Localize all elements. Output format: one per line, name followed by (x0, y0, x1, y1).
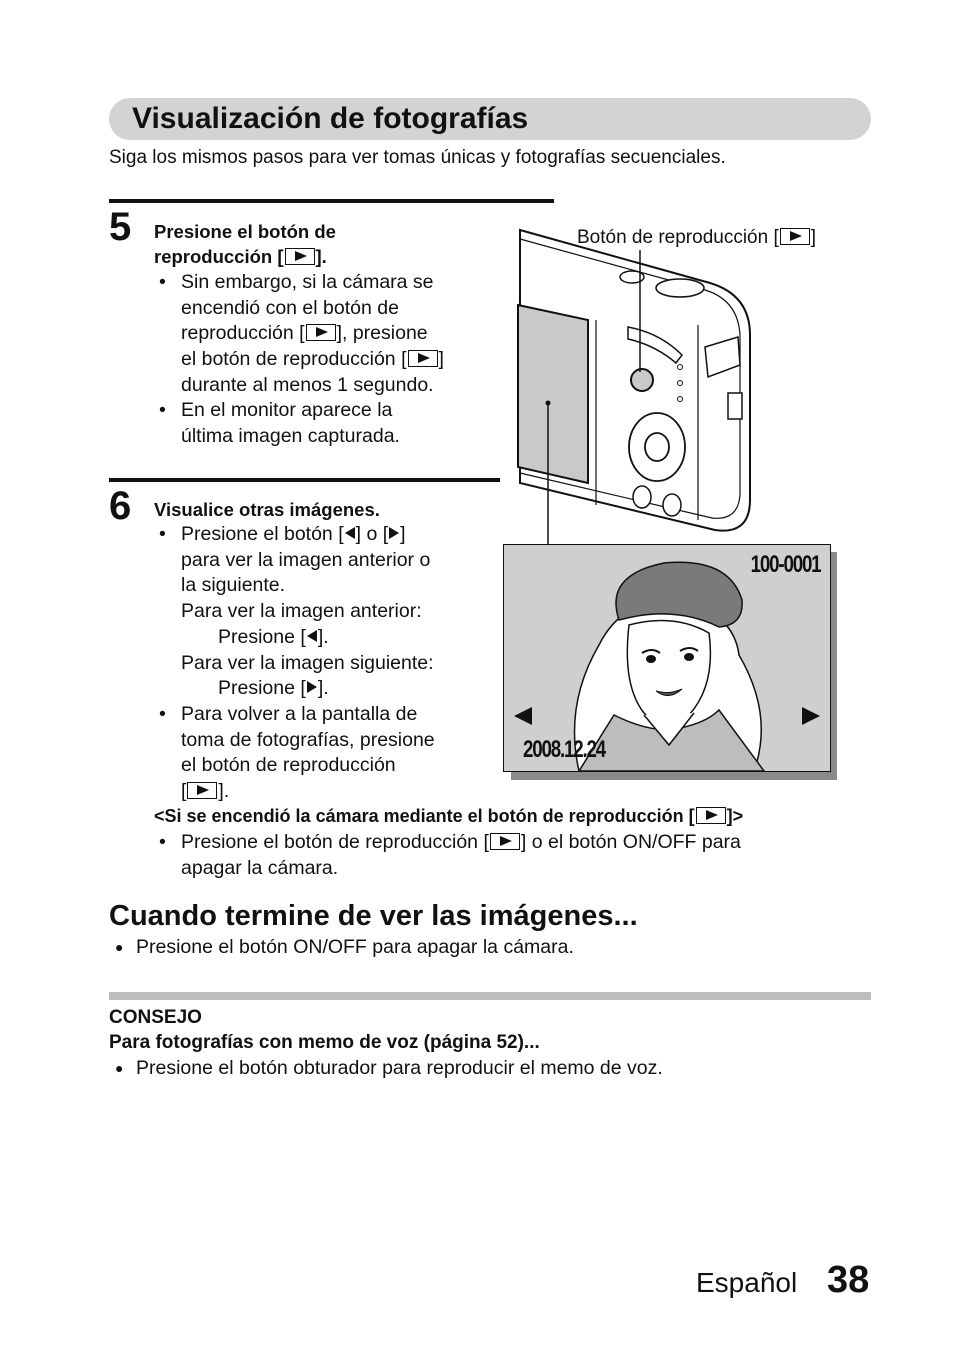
playback-icon (490, 833, 520, 850)
playback-icon (696, 807, 726, 824)
playback-icon (187, 782, 217, 799)
left-arrow-icon (345, 527, 355, 539)
next-arrow-icon (802, 707, 820, 725)
playback-icon (408, 350, 438, 367)
file-number: 100-0001 (750, 551, 820, 578)
step6-bullet3-text: Presione el botón de reproducción [ ] o el botón ON/OFF para apagar la cámara. (181, 831, 741, 879)
playback-screen (503, 544, 831, 772)
tip-label: CONSEJO (109, 1007, 202, 1028)
step6-rule (109, 478, 500, 482)
capture-date: 2008.12.24 (523, 736, 605, 763)
step6-bullet1-text: Presione el botón [ ] o [ ] para ver la imagen anterior o la siguiente. Para ver la imagen anterior: Presione [ ]. Para ver la imagen siguiente: Presione [ ]. (181, 523, 434, 700)
step5-title-line1: Presione el botón de (154, 221, 336, 242)
tip-text: Presione el botón obturador para reproducir el memo de voz. (136, 1057, 663, 1079)
step6-number: 6 (109, 484, 132, 528)
footer-language: Español (696, 1267, 798, 1298)
step6-note: <Si se encendió la cámara mediante el botón de reproducción [ ]> (154, 806, 744, 826)
step5-title-line2: reproducción [ ]. (154, 246, 327, 267)
right-arrow-icon (389, 527, 399, 539)
step5-title (154, 219, 336, 269)
step6-bullet-1: • (159, 523, 166, 545)
step5-bullet2-text: En el monitor aparece la última imagen capturada. (181, 399, 400, 447)
playback-button-label: Botón de reproducción [ ] (577, 227, 817, 248)
tip-rule (109, 992, 871, 1000)
step5-bullet-1: • (159, 271, 166, 293)
cuando-bullet: ● (115, 939, 124, 955)
tip-bullet: ● (115, 1060, 124, 1076)
step5-bullet1-text: Sin embargo, si la cámara se encendió con el botón de reproducción [ ], presione el botón de reproducción [ ] durante al menos 1 segundo. (181, 271, 444, 396)
playback-icon (780, 228, 810, 245)
step5-rule (109, 199, 554, 203)
step6-bullet-3: • (159, 831, 166, 853)
playback-icon (285, 248, 315, 265)
page-number: 38 (827, 1259, 870, 1301)
previous-arrow-icon (514, 707, 532, 725)
left-arrow-icon (307, 630, 317, 642)
right-arrow-icon (307, 681, 317, 693)
cuando-title: Cuando termine de ver las imágenes... (109, 900, 638, 932)
step6-bullet2-text: Para volver a la pantalla de toma de fotografías, presione el botón de reproducción [ ]. (181, 703, 435, 803)
cuando-text: Presione el botón ON/OFF para apagar la cámara. (136, 936, 574, 958)
intro-text: Siga los mismos pasos para ver tomas únicas y fotografías secuenciales. (109, 147, 726, 168)
section-title: Visualización de fotografías (132, 102, 529, 135)
camera-illustration (500, 225, 770, 555)
tip-subtitle: Para fotografías con memo de voz (página 52)... (109, 1032, 540, 1053)
step6-bullet-2: • (159, 703, 166, 725)
step6-title: Visualice otras imágenes. (154, 499, 380, 520)
step5-bullet-2: • (159, 399, 166, 421)
playback-icon (306, 324, 336, 341)
step5-number: 5 (109, 205, 132, 249)
